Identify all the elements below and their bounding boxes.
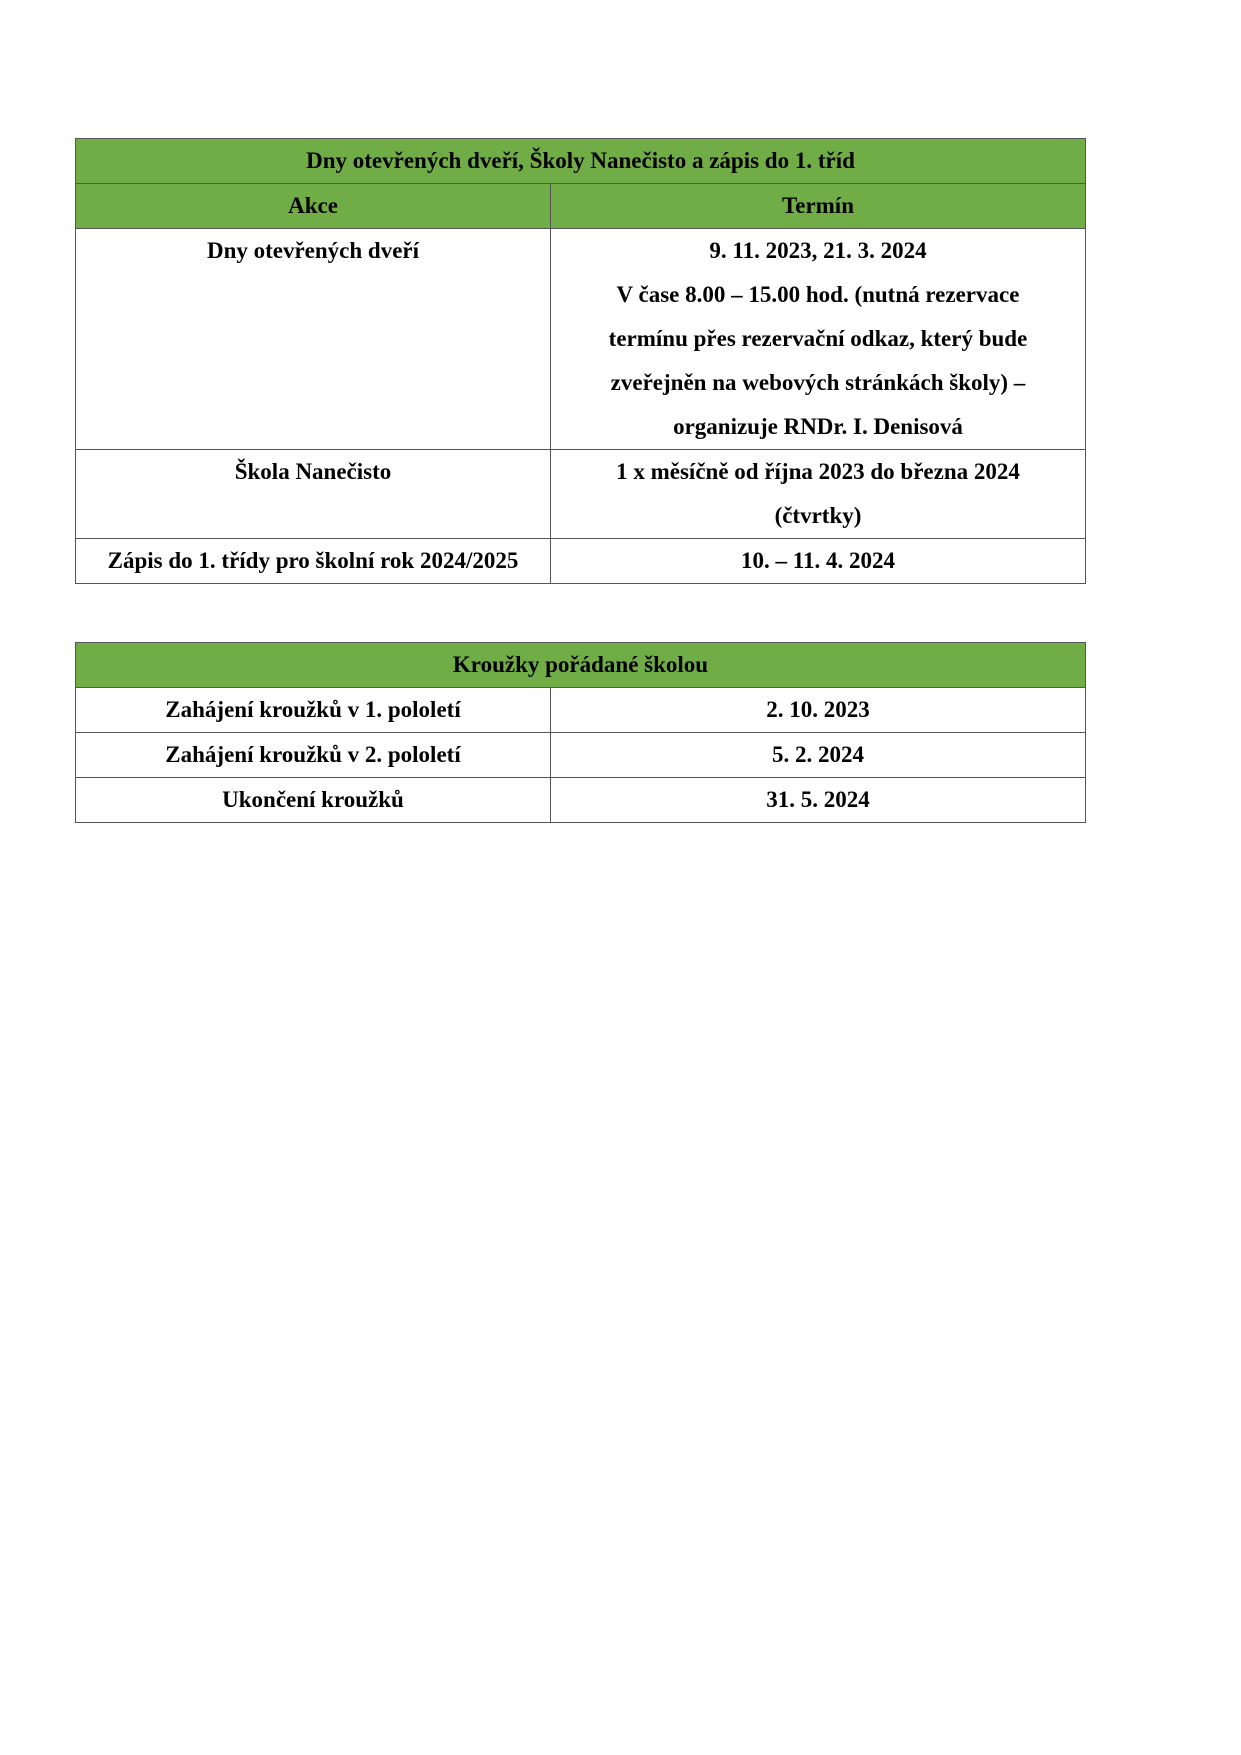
event-name: Dny otevřených dveří — [76, 229, 551, 450]
table-row — [76, 450, 1086, 539]
term-line: 10. – 11. 4. 2024 — [741, 548, 895, 573]
term-line: (čtvrtky) — [774, 503, 862, 528]
events-title-row — [76, 139, 1086, 184]
club-label: Zahájení kroužků v 2. pololetí — [76, 733, 551, 778]
column-header-akce: Akce — [76, 184, 551, 229]
table-row — [76, 539, 1086, 584]
club-label: Zahájení kroužků v 1. pololetí — [76, 688, 551, 733]
clubs-table — [75, 642, 1086, 823]
event-term — [551, 229, 1086, 450]
table-row — [76, 229, 1086, 450]
club-label: Ukončení kroužků — [76, 778, 551, 823]
term-line: V čase 8.00 – 15.00 hod. (nutná rezervace — [616, 282, 1020, 307]
event-term — [551, 450, 1086, 539]
term-line: organizuje RNDr. I. Denisová — [673, 414, 963, 439]
clubs-table-title: Kroužky pořádané školou — [76, 643, 1086, 688]
table-row — [76, 733, 1086, 778]
events-table-title: Dny otevřených dveří, Školy Nanečisto a zápis do 1. tříd — [76, 139, 1086, 184]
club-date: 5. 2. 2024 — [551, 733, 1086, 778]
event-term — [551, 539, 1086, 584]
club-date: 2. 10. 2023 — [551, 688, 1086, 733]
events-header-row — [76, 184, 1086, 229]
club-date: 31. 5. 2024 — [551, 778, 1086, 823]
column-header-termin: Termín — [551, 184, 1086, 229]
event-name: Zápis do 1. třídy pro školní rok 2024/2025 — [76, 539, 551, 584]
event-name: Škola Nanečisto — [76, 450, 551, 539]
term-line: termínu přes rezervační odkaz, který bude — [608, 326, 1028, 351]
term-line: zveřejněn na webových stránkách školy) – — [610, 370, 1026, 395]
term-line: 1 x měsíčně od října 2023 do března 2024 — [616, 459, 1020, 484]
events-table — [75, 138, 1086, 584]
clubs-title-row — [76, 643, 1086, 688]
term-line: 9. 11. 2023, 21. 3. 2024 — [709, 238, 927, 263]
table-row — [76, 688, 1086, 733]
table-row — [76, 778, 1086, 823]
